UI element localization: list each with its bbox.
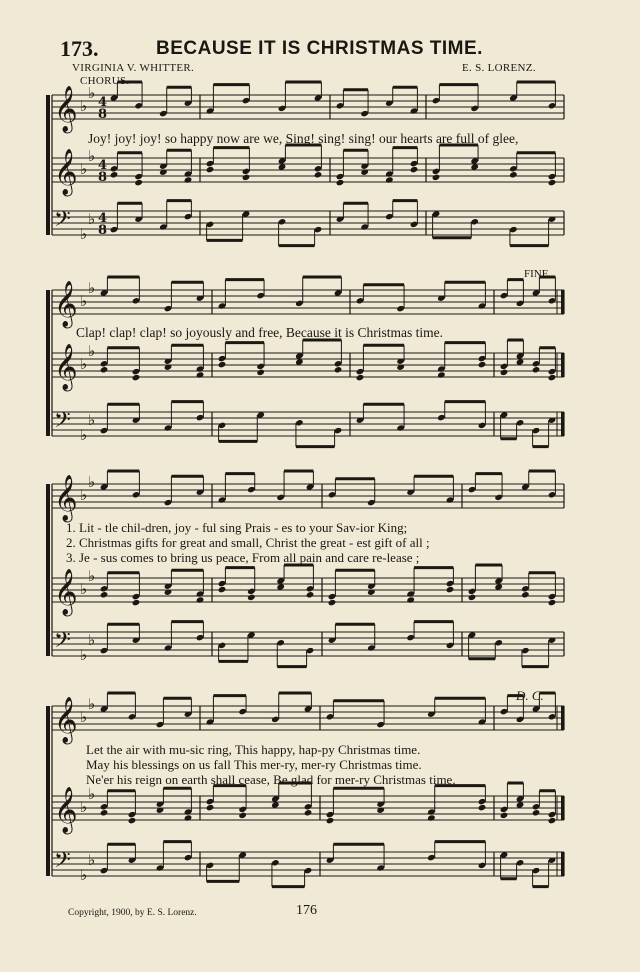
- note-head: [427, 814, 436, 821]
- treble-clef-icon: 𝄞: [54, 86, 78, 132]
- flat-sign-icon: ♭: [80, 580, 88, 598]
- note-head: [336, 179, 345, 186]
- treble-clef-icon: 𝄞: [54, 281, 78, 327]
- note-head: [184, 814, 193, 821]
- treble-clef-icon: 𝄞: [54, 787, 78, 833]
- note-head: [500, 369, 509, 376]
- time-signature-icon: 4: [98, 95, 108, 110]
- dc-marking: D. C.: [516, 688, 544, 703]
- treble-clef-icon: 𝄞: [54, 149, 78, 195]
- chorus-marking: CHORUS.: [80, 75, 130, 87]
- note-head: [432, 174, 441, 181]
- fine-marking: FINE.: [524, 268, 552, 280]
- flat-sign-icon: ♭: [80, 292, 88, 310]
- note-head: [206, 166, 215, 173]
- note-head: [184, 176, 193, 183]
- note-head: [206, 804, 215, 811]
- note-head: [134, 179, 143, 186]
- final-barline: [561, 353, 564, 377]
- flat-sign-icon: ♭: [88, 411, 96, 429]
- note-head: [132, 599, 141, 606]
- hymn-number: 173.: [60, 36, 99, 61]
- lyric-line-verse-3: 3. Je - sus comes to bring us peace, From all pain and care re-lease ;: [66, 550, 420, 565]
- flat-sign-icon: ♭: [80, 160, 88, 178]
- flat-sign-icon: ♭: [88, 147, 96, 165]
- bass-clef-icon: 𝄢: [54, 628, 71, 658]
- copyright-notice: Copyright, 1900, by E. S. Lorenz.: [68, 908, 197, 918]
- note-head: [548, 599, 557, 606]
- note-head: [446, 586, 455, 593]
- final-barline: [561, 290, 564, 314]
- flat-sign-icon: ♭: [80, 355, 88, 373]
- note-head: [328, 599, 337, 606]
- lyric-line-verse-2: May his blessings on us fall This mer-ry, mer-ry Christmas time.: [86, 757, 422, 772]
- note-head: [132, 374, 141, 381]
- final-barline: [561, 706, 564, 730]
- note-head: [478, 804, 487, 811]
- flat-sign-icon: ♭: [88, 342, 96, 360]
- lyric-line-verse-2: 2. Christmas gifts for great and small, Christ the great - est gift of all ;: [66, 535, 430, 550]
- flat-sign-icon: ♭: [88, 473, 96, 491]
- flat-sign-icon: ♭: [80, 866, 88, 884]
- lyric-line-verse-1: 1. Lit - tle chil-dren, joy - ful sing Prais - es to your Sav-ior King;: [66, 520, 408, 535]
- note-head: [306, 591, 315, 598]
- note-head: [521, 591, 530, 598]
- note-head: [548, 817, 557, 824]
- final-barline: [561, 796, 564, 820]
- treble-clef-icon: 𝄞: [54, 569, 78, 615]
- system-brace: [46, 95, 50, 235]
- flat-sign-icon: ♭: [88, 567, 96, 585]
- note-head: [478, 361, 487, 368]
- note-head: [326, 817, 335, 824]
- note-head: [500, 812, 509, 819]
- system-brace: [46, 484, 50, 656]
- time-signature-icon: 8: [98, 107, 108, 122]
- flat-sign-icon: ♭: [88, 695, 96, 713]
- final-barline: [561, 852, 564, 876]
- composer-credit: E. S. LORENZ.: [462, 62, 536, 74]
- flat-sign-icon: ♭: [80, 97, 88, 115]
- flat-sign-icon: ♭: [88, 210, 96, 228]
- hymn-title: BECAUSE IT IS CHRISTMAS TIME.: [156, 38, 483, 59]
- note-head: [100, 809, 109, 816]
- note-head: [218, 361, 227, 368]
- final-barline: [561, 412, 564, 436]
- note-head: [406, 596, 415, 603]
- lyricist-credit: VIRGINIA V. WHITTER.: [72, 62, 195, 74]
- note-head: [247, 594, 256, 601]
- note-head: [218, 586, 227, 593]
- lyric-line: Clap! clap! clap! so joyously and free, Because it is Christmas time.: [76, 325, 444, 340]
- system-brace: [46, 290, 50, 436]
- note-head: [100, 366, 109, 373]
- time-signature-icon: 8: [98, 223, 108, 238]
- flat-sign-icon: ♭: [88, 631, 96, 649]
- flat-sign-icon: ♭: [80, 225, 88, 243]
- note-head: [256, 369, 265, 376]
- note-head: [410, 166, 419, 173]
- note-head: [532, 809, 541, 816]
- note-head: [385, 176, 394, 183]
- note-head: [196, 371, 205, 378]
- flat-sign-icon: ♭: [88, 851, 96, 869]
- treble-clef-icon: 𝄞: [54, 697, 78, 743]
- flat-sign-icon: ♭: [80, 426, 88, 444]
- time-signature-icon: 4: [98, 211, 108, 226]
- note-head: [509, 171, 518, 178]
- note-head: [548, 374, 557, 381]
- flat-sign-icon: ♭: [88, 84, 96, 102]
- bass-clef-icon: 𝄢: [54, 848, 71, 878]
- note-head: [242, 174, 251, 181]
- note-head: [238, 812, 247, 819]
- treble-clef-icon: 𝄞: [54, 475, 78, 521]
- flat-sign-icon: ♭: [80, 708, 88, 726]
- note-head: [100, 591, 109, 598]
- flat-sign-icon: ♭: [88, 785, 96, 803]
- note-head: [548, 179, 557, 186]
- time-signature-icon: 4: [98, 158, 108, 173]
- flat-sign-icon: ♭: [80, 486, 88, 504]
- time-signature-icon: 8: [98, 170, 108, 185]
- bass-clef-icon: 𝄢: [54, 408, 71, 438]
- note-head: [334, 366, 343, 373]
- note-head: [532, 366, 541, 373]
- note-head: [196, 596, 205, 603]
- note-head: [128, 817, 137, 824]
- flat-sign-icon: ♭: [88, 279, 96, 297]
- note-head: [304, 809, 313, 816]
- flat-sign-icon: ♭: [80, 646, 88, 664]
- note-head: [314, 171, 323, 178]
- lyric-line-verse-3: Ne'er his reign on earth shall cease, Be glad for mer-ry Christmas time.: [86, 772, 456, 787]
- note-head: [437, 371, 446, 378]
- note-head: [110, 171, 119, 178]
- treble-clef-icon: 𝄞: [54, 344, 78, 390]
- flat-sign-icon: ♭: [80, 798, 88, 816]
- page-number: 176: [296, 903, 317, 918]
- lyric-line: Joy! joy! joy! so happy now are we, Sing! sing! sing! our hearts are full of glee,: [88, 131, 519, 146]
- lyric-line-verse-1: Let the air with mu-sic ring, This happy, hap-py Christmas time.: [86, 742, 421, 757]
- note-head: [468, 594, 477, 601]
- system-brace: [46, 706, 50, 876]
- bass-clef-icon: 𝄢: [54, 207, 71, 237]
- note-head: [356, 374, 365, 381]
